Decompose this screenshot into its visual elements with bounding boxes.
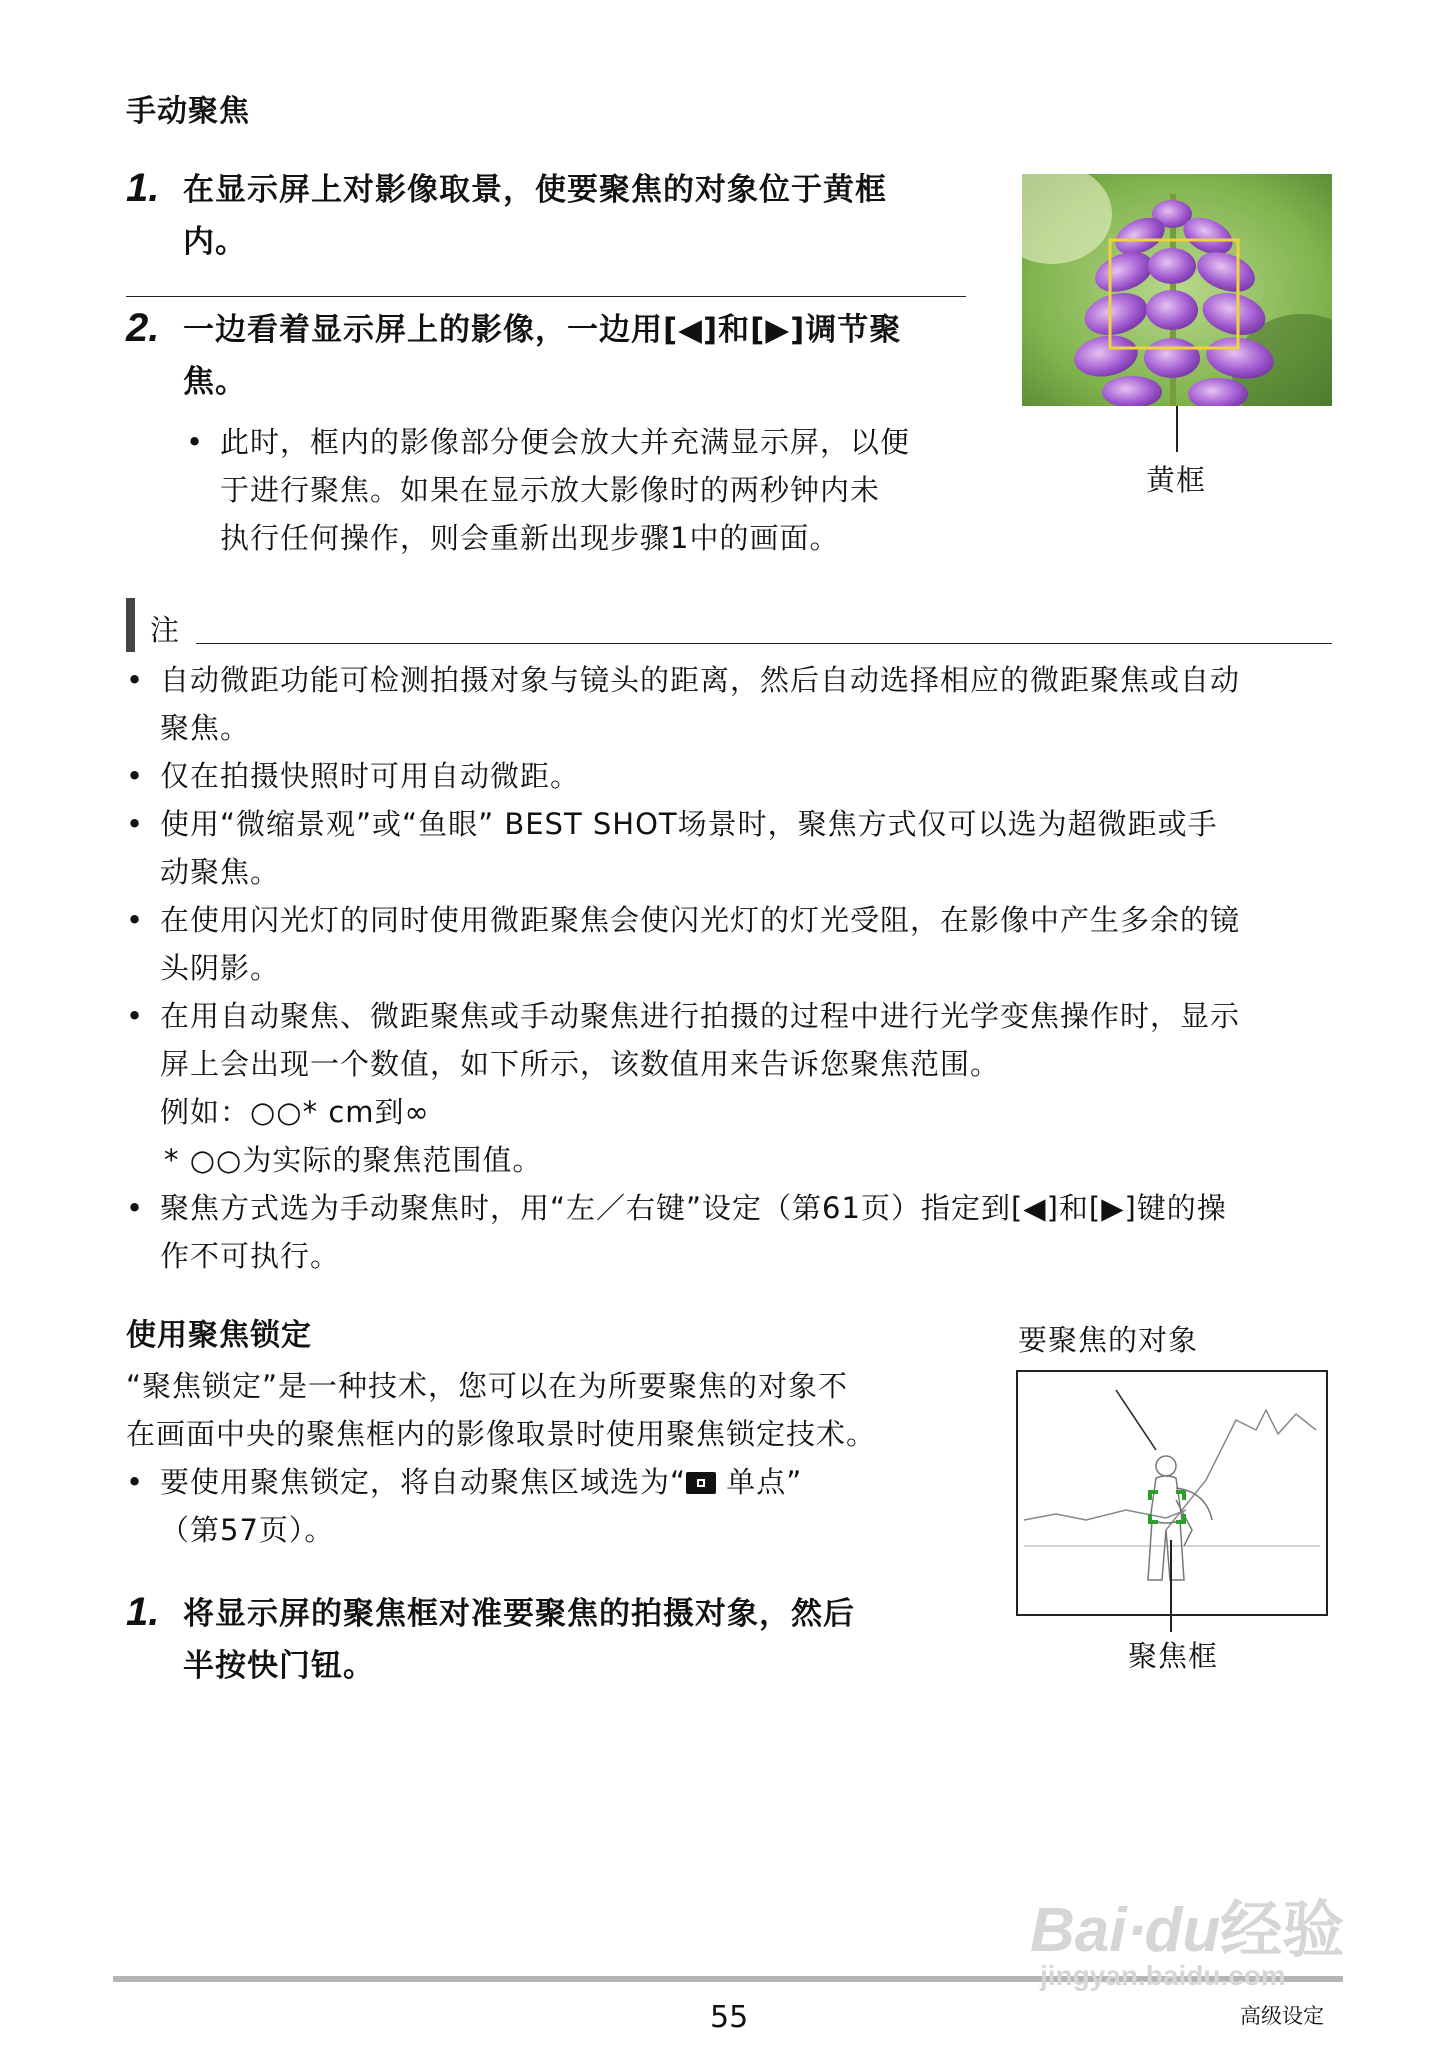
bullet-icon: •	[126, 903, 144, 937]
step-number: 1.	[126, 1590, 160, 1634]
step-divider	[126, 296, 966, 297]
section-title-manual-focus: 手动聚焦	[126, 94, 250, 129]
subject-caption: 要聚焦的对象	[1018, 1323, 1199, 1357]
bullet-line: 聚焦。	[160, 711, 251, 745]
bullet-icon: •	[126, 663, 144, 697]
bullet-icon: •	[126, 999, 144, 1033]
bullet-line: 作不可执行。	[160, 1239, 341, 1273]
yellow-frame-caption: 黄框	[1146, 463, 1207, 497]
note-rule	[196, 643, 1332, 644]
step-line: 一边看着显示屏上的影像，一边用[◀]和[▶]调节聚	[183, 312, 902, 348]
bullet-icon: •	[126, 1191, 144, 1225]
callout-line	[1170, 1540, 1172, 1632]
bullet-text: 要使用聚焦锁定，将自动聚焦区域选为“	[160, 1465, 687, 1499]
bullet-line: 执行任何操作，则会重新出现步骤1中的画面。	[220, 521, 840, 555]
focus-lock-illustration	[1016, 1370, 1328, 1616]
note-bullet	[126, 800, 1218, 896]
focus-lock-step-1-text	[183, 1588, 855, 1692]
paw-icon: ·	[1126, 1896, 1148, 1965]
bullet-line: 在使用闪光灯的同时使用微距聚焦会使闪光灯的灯光受阻，在影像中产生多余的镜	[160, 903, 1241, 937]
bullet-line: 自动微距功能可检测拍摄对象与镜头的距离，然后自动选择相应的微距聚焦或自动	[160, 663, 1241, 697]
callout-line	[1176, 406, 1178, 452]
note-bullet	[126, 752, 580, 800]
bullet-line: 动聚焦。	[160, 855, 281, 889]
bullet-line: 仅在拍摄快照时可用自动微距。	[160, 759, 581, 793]
bullet-line: 屏上会出现一个数值，如下所示，该数值用来告诉您聚焦范围。	[160, 1047, 1001, 1081]
baidu-watermark-logo: Bai·du经验	[1030, 1893, 1345, 1966]
page-number: 55	[710, 2000, 749, 2035]
step-number: 2.	[126, 306, 160, 350]
focus-lock-intro	[126, 1362, 876, 1458]
note-label: 注	[150, 613, 181, 647]
step-line: 内。	[183, 224, 247, 260]
bullet-line: 于进行聚焦。如果在显示放大影像时的两秒钟内未	[220, 473, 881, 507]
bullet-icon: •	[186, 425, 204, 459]
note-bullet	[126, 1184, 1227, 1280]
focus-frame-caption: 聚焦框	[1128, 1639, 1219, 1673]
step-line: 将显示屏的聚焦框对准要聚焦的拍摄对象，然后	[183, 1596, 855, 1632]
flower-photo	[1022, 174, 1332, 406]
bullet-line: 聚焦方式选为手动聚焦时，用“左／右键”设定（第61页）指定到[◀]和[▶]键的操	[160, 1191, 1227, 1225]
step-line: 焦。	[183, 364, 247, 400]
bullet-line: （第57页）。	[160, 1513, 335, 1547]
note-bullet	[126, 992, 1240, 1184]
bullet-icon: •	[126, 807, 144, 841]
intro-line: 在画面中央的聚焦框内的影像取景时使用聚焦锁定技术。	[126, 1417, 877, 1451]
focus-lock-bullet	[126, 1458, 802, 1554]
baidu-watermark-url: jingyan.baidu.com	[1040, 1960, 1286, 1991]
note-marker	[126, 598, 135, 652]
bullet-line: 使用“微缩景观”或“鱼眼” BEST SHOT场景时，聚焦方式仅可以选为超微距或手	[160, 807, 1218, 841]
note-bullet	[126, 896, 1240, 992]
section-title-focus-lock: 使用聚焦锁定	[126, 1318, 312, 1353]
bullet-text: 单点”	[716, 1465, 803, 1499]
bullet-icon: •	[126, 1465, 144, 1499]
step-number: 1.	[126, 166, 160, 210]
step-2-text	[183, 304, 901, 408]
step-line: 在显示屏上对影像取景，使要聚焦的对象位于黄框	[183, 172, 887, 208]
intro-line: “聚焦锁定”是一种技术，您可以在为所要聚焦的对象不	[126, 1369, 849, 1403]
bullet-line: 在用自动聚焦、微距聚焦或手动聚焦进行拍摄的过程中进行光学变焦操作时，显示	[160, 999, 1241, 1033]
note-bullet	[126, 656, 1240, 752]
step-line: 半按快门钮。	[183, 1648, 375, 1684]
bullet-line: 例如：○○* cm到∞	[160, 1095, 430, 1129]
step-1-text	[183, 164, 887, 268]
spot-af-icon	[686, 1472, 716, 1494]
section-label: 高级设定	[1240, 2004, 1324, 2028]
bullet-icon: •	[126, 759, 144, 793]
step-2-bullet	[186, 418, 910, 562]
bullet-line: 此时，框内的影像部分便会放大并充满显示屏，以便	[220, 425, 911, 459]
bullet-line: * ○○为实际的聚焦范围值。	[164, 1143, 543, 1177]
bullet-line: 头阴影。	[160, 951, 281, 985]
